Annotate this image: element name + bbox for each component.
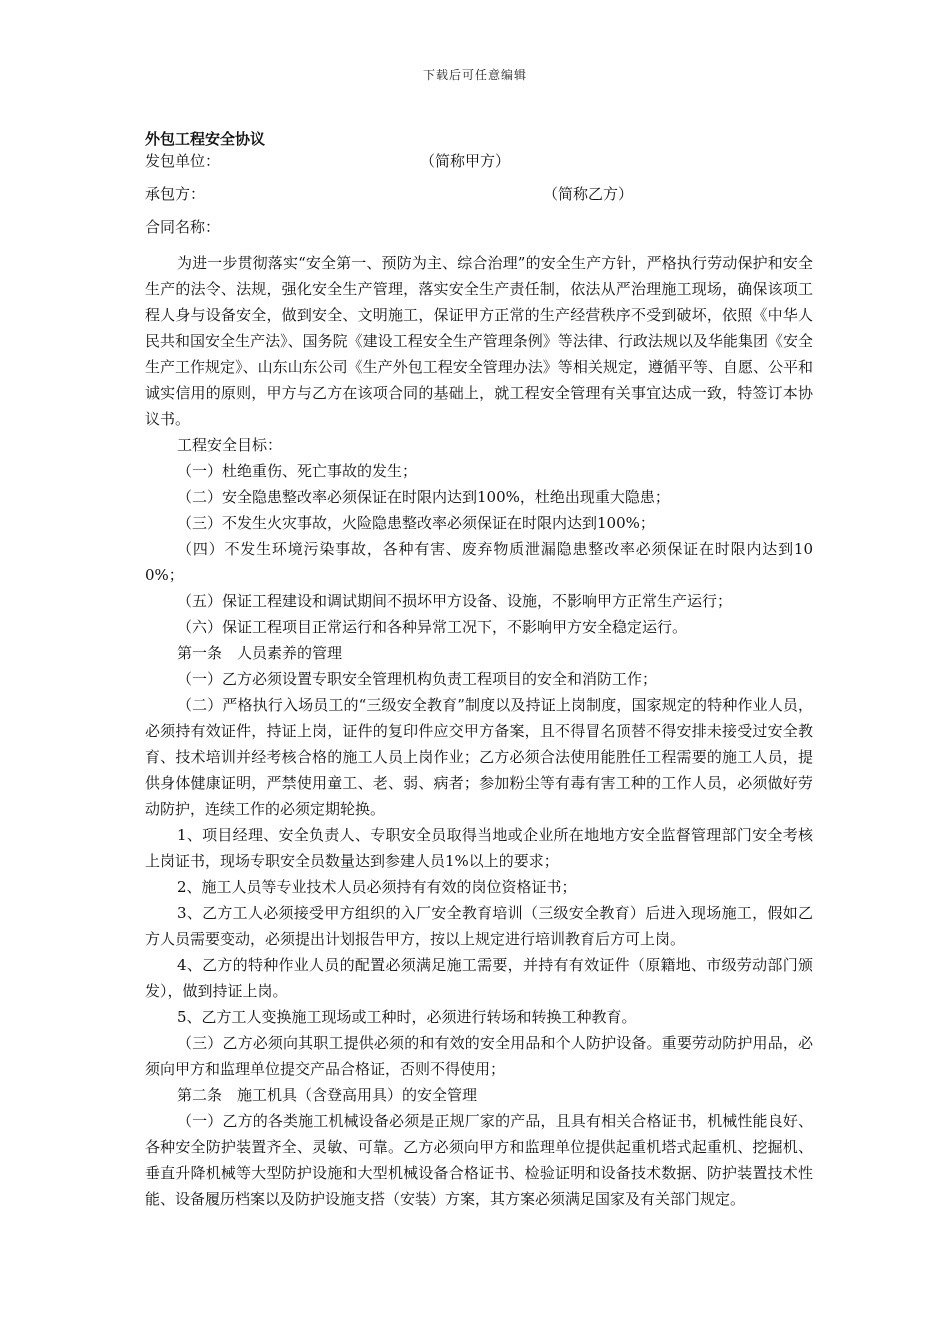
document-title: 外包工程安全协议: [145, 130, 266, 148]
article-one-item: （二）严格执行入场员工的“三级安全教育”制度以及持证上岗制度，国家规定的特种作业人员，必须持有效证件，持证上岗，证件的复印件应交甲方备案，且不得冒名顶替不得安排未接受过安全教育、技术培训并经考核合格的施工人员上岗作业；乙方必须合法使用能胜任工程需要的施工人员，提供身体健康证明，严禁使用童工、老、弱、病者；参加粉尘等有毒有害工种的工作人员，必须做好劳动防护，连续工作的必须定期轮换。: [145, 696, 813, 818]
goal-item: （一）杜绝重伤、死亡事故的发生；: [177, 462, 418, 480]
goal-item: （三）不发生火灾事故，火险隐患整改率必须保证在时限内达到100%；: [177, 514, 655, 532]
subcontractor-suffix: （简称乙方）: [543, 185, 634, 203]
intro-paragraph: 为进一步贯彻落实“安全第一、预防为主、综合治理”的安全生产方针，严格执行劳动保护和安全生产的法令、法规，强化安全生产管理，落实安全生产责任制，依法从严治理施工现场，确保该项工程人身与设备安全，做到安全、文明施工，保证甲方正常的生产经营秩序不受到破坏，依照《中华人民共和国安全生产法》、国务院《建设工程安全生产管理条例》等法律、行政法规以及华能集团《安全生产工作规定》、山东山东公司《生产外包工程安全管理办法》等相关规定，遵循平等、自愿、公平和诚实信用的原则，甲方与乙方在该项合同的基础上，就工程安全管理有关事宜达成一致，特签订本协议书。: [145, 254, 813, 428]
article-one-item: （三）乙方必须向其职工提供必须的和有效的安全用品和个人防护设备。重要劳动防护用品，必须向甲方和监理单位提交产品合格证，否则不得使用；: [145, 1034, 813, 1078]
contractor-suffix: （简称甲方）: [420, 152, 511, 170]
article-two-heading: 第二条 施工机具（含登高用具）的安全管理: [177, 1086, 478, 1104]
document-body: [145, 250, 813, 1212]
article-one-heading: 第一条 人员素养的管理: [177, 644, 343, 662]
article-one-subitem: 4、乙方的特种作业人员的配置必须满足施工需要，并持有有效证件（原籍地、市级劳动部门颁发），做到持证上岗。: [145, 956, 813, 1000]
contractor-label: 发包单位：: [145, 152, 221, 170]
goal-item: （六）保证工程项目正常运行和各种异常工况下，不影响甲方安全稳定运行。: [177, 618, 688, 636]
goal-item: （二）安全隐患整改率必须保证在时限内达到100%，杜绝出现重大隐患；: [177, 488, 670, 506]
article-one-subitem: 3、乙方工人必须接受甲方组织的入厂安全教育培训（三级安全教育）后进入现场施工，假如乙方人员需要变动，必须提出计划报告甲方，按以上规定进行培训教育后方可上岗。: [145, 904, 813, 948]
article-one-subitem: 2、施工人员等专业技术人员必须持有有效的岗位资格证书；: [177, 878, 577, 896]
subcontractor-row: [145, 183, 634, 204]
article-one-item: （一）乙方必须设置专职安全管理机构负责工程项目的安全和消防工作；: [177, 670, 658, 688]
contract-name-row: [145, 216, 220, 237]
article-two-item: （一）乙方的各类施工机械设备必须是正规厂家的产品，且具有相关合格证书，机械性能良好、各种安全防护装置齐全、灵敏、可靠。乙方必须向甲方和监理单位提供起重机塔式起重机、挖掘机、垂直升降机械等大型防护设施和大型机械设备合格证书、检验证明和设备技术数据、防护装置技术性能、设备履历档案以及防护设施支搭（安装）方案，其方案必须满足国家及有关部门规定。: [145, 1112, 813, 1208]
header-note: 下载后可任意编辑: [422, 68, 527, 82]
article-one-subitem: 5、乙方工人变换施工现场或工种时，必须进行转场和转换工种教育。: [177, 1008, 637, 1026]
goal-item: （五）保证工程建设和调试期间不损坏甲方设备、设施，不影响甲方正常生产运行；: [177, 592, 733, 610]
safety-goals-heading: 工程安全目标：: [177, 436, 283, 454]
goal-item: （四）不发生环境污染事故，各种有害、废弃物质泄漏隐患整改率必须保证在时限内达到100%；: [145, 540, 813, 584]
contractor-row: [145, 150, 511, 171]
contract-name-label: 合同名称：: [145, 218, 221, 236]
article-one-subitem: 1、项目经理、安全负责人、专职安全员取得当地或企业所在地地方安全监督管理部门安全考核上岗证书，现场专职安全员数量达到参建人员1%以上的要求；: [145, 826, 813, 870]
subcontractor-label: 承包方：: [145, 185, 206, 203]
